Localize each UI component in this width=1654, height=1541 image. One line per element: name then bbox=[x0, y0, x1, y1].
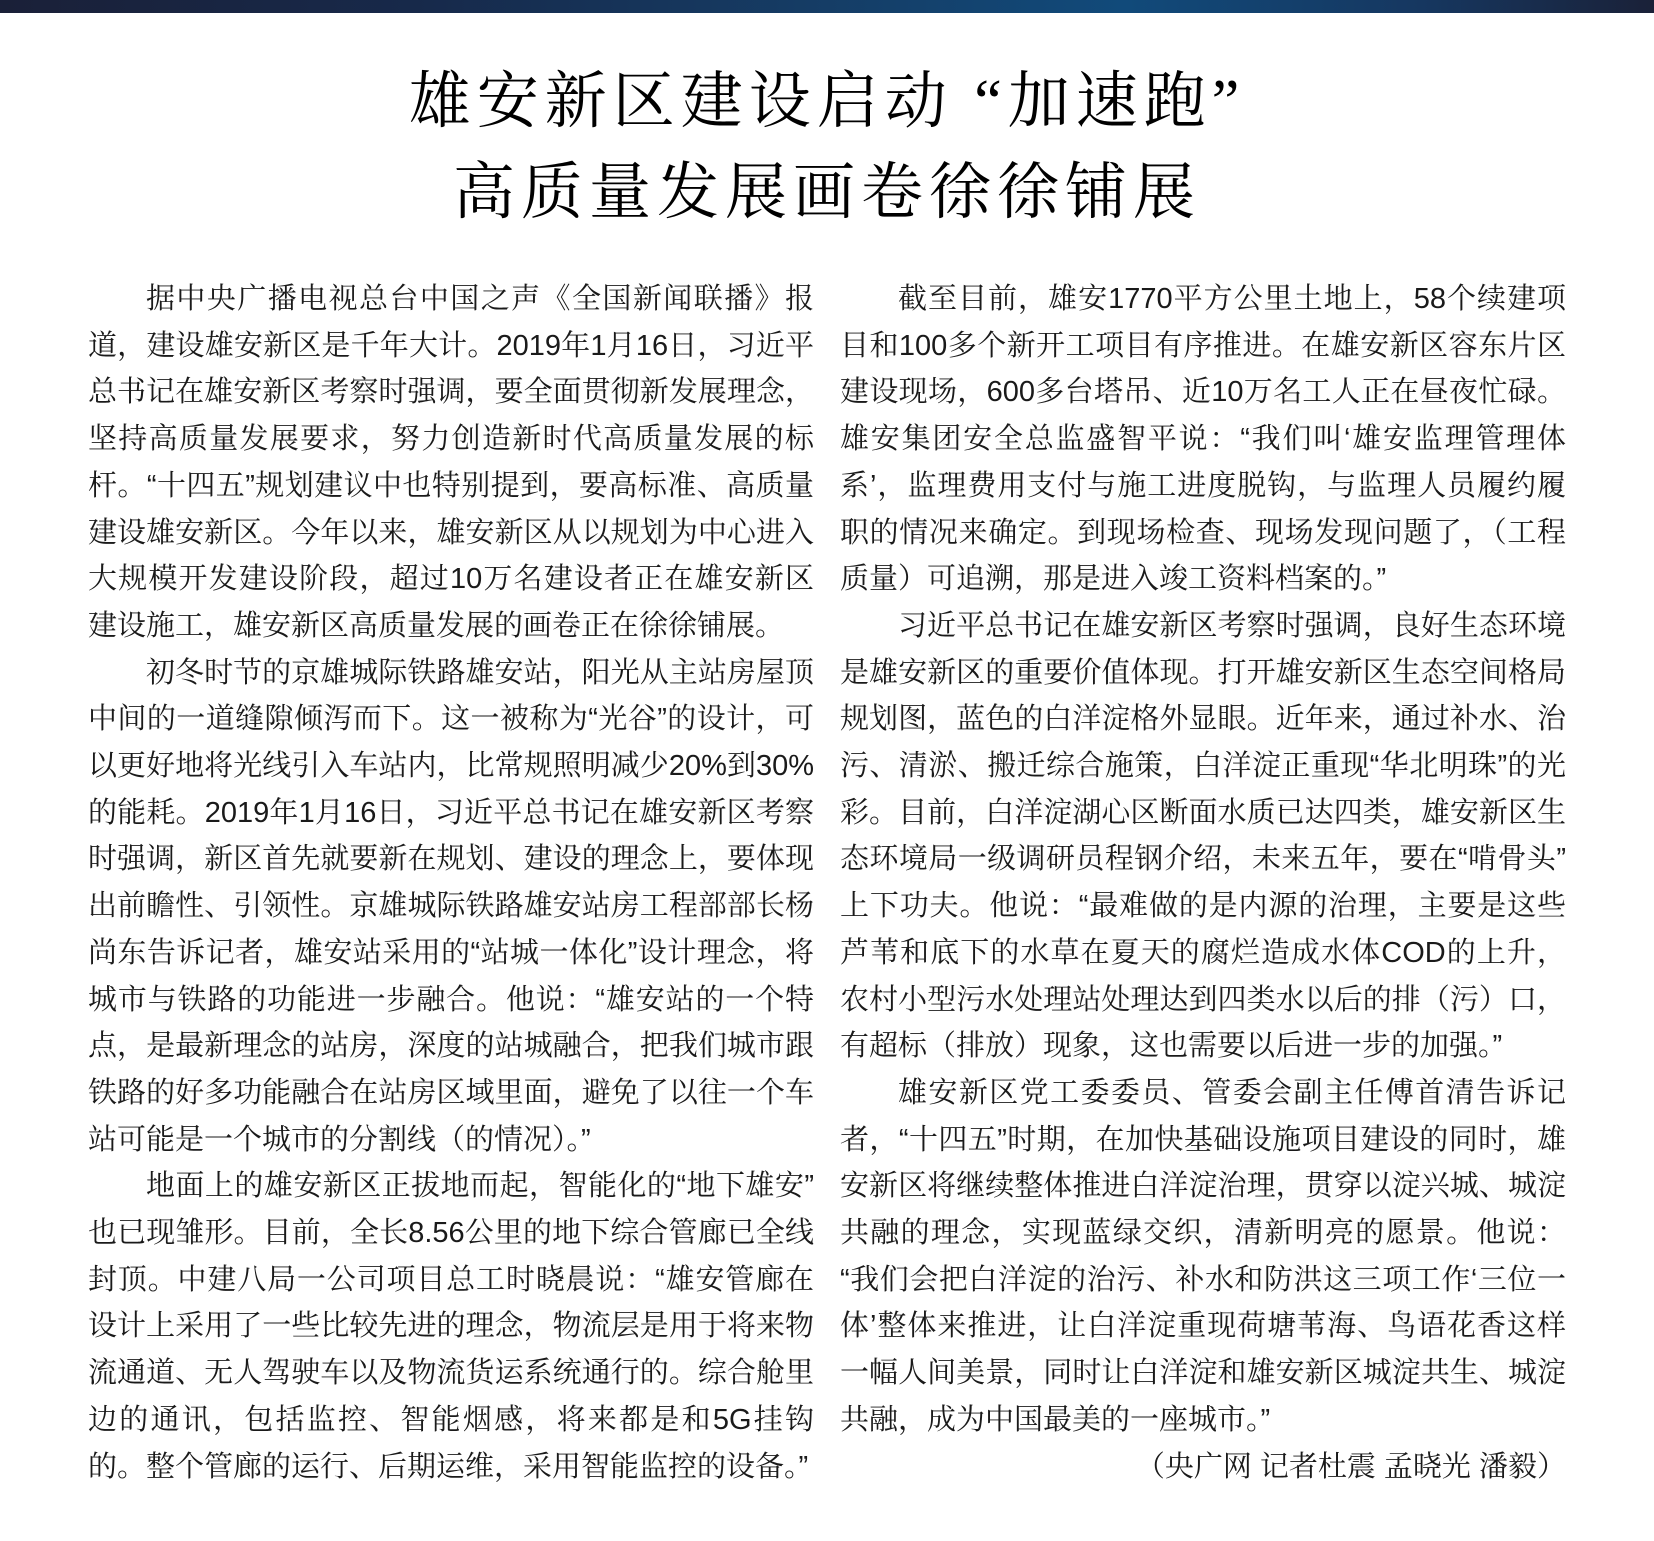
paragraph-underground-corridor: 地面上的雄安新区正拔地而起，智能化的“地下雄安”也已现雏形。目前，全长8.56公里的地下综合管廊已全线封顶。中建八局一公司项目总工时晓晨说：“雄安管廊在设计上采用了一些比较先进的理念，物流层是用于将来物流通道、无人驾驶车以及物流货运系统通行的。综合舱里边的通讯，包括监控、智能烟感，将来都是和5G挂钩的。整个管廊的运行、后期运维，采用智能监控的设备。” bbox=[88, 1170, 814, 1483]
headline-line-1: 雄安新区建设启动 “加速跑” bbox=[408, 68, 1246, 136]
article-headline bbox=[85, 57, 1569, 239]
paragraph-baiyangdian-plan: 雄安新区党工委委员、管委会副主任傅首清告诉记者，“十四五”时期，在加快基础设施项目建设的同时，雄安新区将继续整体推进白洋淀治理，贯穿以淀兴城、城淀共融的理念，实现蓝绿交织，清新明亮的愿景。他说：“我们会把白洋淀的治污、补水和防洪这三项工作‘三位一体’整体来推进，让白洋淀重现荷塘苇海、鸟语花香这样一幅人间美景，同时让白洋淀和雄安新区城淀共生、城淀共融，成为中国最美的一座城市。” bbox=[840, 1076, 1566, 1436]
paragraph-ecology: 习近平总书记在雄安新区考察时强调，良好生态环境是雄安新区的重要价值体现。打开雄安新区生态空间格局规划图，蓝色的白洋淀格外显眼。近年来，通过补水、治污、清淤、搬迁综合施策，白洋淀正重现“华北明珠”的光彩。目前，白洋淀湖心区断面水质已达四类，雄安新区生态环境局一级调研员程钢介绍，未来五年，要在“啃骨头”上下功夫。他说：“最难做的是内源的治理，主要是这些芦苇和底下的水草在夏天的腐烂造成水体COD的上升，农村小型污水处理站处理达到四类水以后的排（污）口，有超标（排放）现象，这也需要以后进一步的加强。” bbox=[840, 609, 1566, 1063]
column-right bbox=[840, 276, 1566, 1490]
byline: （央广网 记者杜震 孟晓光 潘毅） bbox=[1135, 1450, 1566, 1483]
column-left bbox=[88, 276, 814, 1490]
article-body bbox=[88, 276, 1566, 1490]
paragraph-lead: 据中央广播电视总台中国之声《全国新闻联播》报道，建设雄安新区是千年大计。2019年1月16日，习近平总书记在雄安新区考察时强调，要全面贯彻新发展理念，坚持高质量发展要求，努力创造新时代高质量发展的标杆。“十四五”规划建议中也特别提到，要高标准、高质量建设雄安新区。今年以来，雄安新区从以规划为中心进入大规模开发建设阶段，超过10万名建设者正在雄安新区建设施工，雄安新区高质量发展的画卷正在徐徐铺展。 bbox=[88, 283, 814, 642]
paragraph-station-design: 初冬时节的京雄城际铁路雄安站，阳光从主站房屋顶中间的一道缝隙倾泻而下。这一被称为“光谷”的设计，可以更好地将光线引入车站内，比常规照明减少20%到30%的能耗。2019年1月16日，习近平总书记在雄安新区考察时强调，新区首先就要新在规划、建设的理念上，要体现出前瞻性、引领性。京雄城际铁路雄安站房工程部部长杨尚东告诉记者，雄安站采用的“站城一体化”设计理念，将城市与铁路的功能进一步融合。他说：“雄安站的一个特点，是最新理念的站房，深度的站城融合，把我们城市跟铁路的好多功能融合在站房区域里面，避免了以往一个车站可能是一个城市的分割线（的情况）。” bbox=[88, 656, 814, 1156]
paragraph-construction-progress: 截至目前，雄安1770平方公里土地上，58个续建项目和100多个新开工项目有序推进。在雄安新区容东片区建设现场，600多台塔吊、近10万名工人正在昼夜忙碌。雄安集团安全总监盛智平说：“我们叫‘雄安监理管理体系’，监理费用支付与施工进度脱钩，与监理人员履约履职的情况来确定。到现场检查、现场发现问题了，（工程质量）可追溯，那是进入竣工资料档案的。” bbox=[840, 283, 1566, 596]
headline-line-2: 高质量发展画卷徐徐铺展 bbox=[452, 159, 1201, 227]
masthead-gradient-bar bbox=[0, 0, 1654, 13]
